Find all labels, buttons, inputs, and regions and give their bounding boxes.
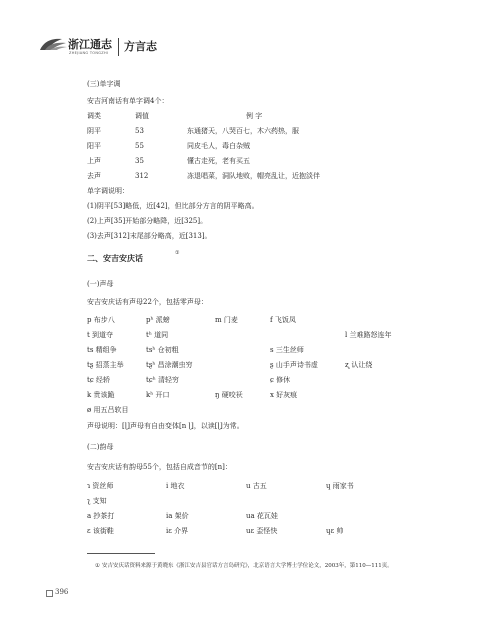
logo-icon: [38, 35, 68, 53]
footnote-rule: [87, 553, 155, 554]
initial-cell: p 布步八: [87, 316, 115, 324]
final-cell: ua 花瓦娃: [246, 512, 278, 520]
final-cell: ɥɛ 帅: [326, 527, 344, 535]
tone-val: 55: [135, 142, 144, 150]
tone-note: (1)阴平[53]略低，近[42]，但比部分方言的阴平略高。: [87, 202, 259, 210]
initial-cell: ɕ 修休: [270, 376, 291, 384]
final-cell: iɛ 介界: [166, 527, 189, 535]
tone-note: (3)去声[312]末尾部分略高，近[313]。: [87, 232, 212, 240]
initial-cell: tsʰ 仓初粗: [146, 346, 179, 354]
page-marker-icon: [46, 590, 53, 597]
tone-intro: 安吉河南话有单字调4个：: [87, 97, 169, 105]
section-heading: 二、安吉安庆话: [87, 254, 143, 263]
final-cell: ɛ 该街鞋: [87, 527, 114, 535]
section-title: 方言志: [124, 40, 157, 53]
initial-cell: tɕ 经轿: [87, 376, 110, 384]
final-cell: i 地衣: [166, 482, 185, 490]
initials-note: 声母说明：[ɭ]声母有自由变体[n ɭ]，以读[ɭ]为常。: [87, 422, 244, 430]
final-cell: ɿ 资丝师: [87, 482, 114, 490]
finals-subheading: (二)韵母: [87, 443, 114, 451]
col-header-category: 调类: [87, 112, 101, 120]
initial-cell: t 到道夺: [87, 331, 114, 339]
tone-ex: 懂古走死，老有买五: [187, 157, 250, 165]
final-cell: ɥ 雨家书: [326, 482, 354, 490]
initial-cell: kʰ 开口: [146, 391, 170, 399]
final-cell: a 抄茶打: [87, 512, 115, 520]
tone-subheading: (三)单字调: [87, 80, 121, 88]
initial-cell: f 飞饭凤: [270, 316, 296, 324]
footnote-ref: ①: [175, 250, 180, 256]
initial-cell: s 三生丝师: [270, 346, 304, 354]
initial-cell: k 贵该跪: [87, 391, 115, 399]
initial-cell: m 门麦: [215, 316, 238, 324]
tone-cat: 阳平: [87, 142, 101, 150]
final-cell: u 古五: [246, 482, 267, 490]
initial-cell: tɕʰ 清轻穷: [146, 376, 179, 384]
initial-cell: ø 用五吕软目: [87, 406, 129, 414]
tone-val: 53: [135, 127, 144, 135]
initial-cell: tʰ 道同: [146, 331, 169, 339]
col-header-examples: 例 字: [246, 112, 263, 120]
initials-subheading: (一)声母: [87, 280, 114, 288]
tone-note: (2)上声[35]开始部分略降，近[325]。: [87, 217, 208, 225]
initials-intro: 安吉安庆话有声母22个，包括零声母：: [87, 298, 208, 306]
tone-ex: 东通猪天，八哭百七，木六药热，服: [187, 127, 299, 135]
final-cell: uɛ 歪怪快: [246, 527, 278, 535]
initial-cell: l 兰难路怒连年: [345, 331, 392, 339]
tone-ex: 同皮毛人，毒白杂贼: [187, 142, 250, 150]
col-header-value: 调值: [135, 112, 149, 120]
tone-val: 312: [135, 172, 149, 180]
tone-ex: 冻退唱菜，洞队地败，帽亮乱让，近抱淡伴: [187, 172, 320, 180]
initial-cell: tʂ 招蒸主举: [87, 361, 124, 369]
initial-cell: ʐ 认让绕: [345, 361, 373, 369]
tone-note-title: 单字调说明：: [87, 187, 129, 195]
logo-pinyin: ZHEJIANG TONGZHI: [69, 51, 109, 55]
footnote-text: 安吉安庆话资料来源于黄晓东《浙江安吉县官话方言岛研究》，北京语言大学博士学位论文，2003年，第110—111页。: [102, 563, 393, 569]
tone-val: 35: [135, 157, 144, 165]
initial-cell: pʰ 派螃: [146, 316, 170, 324]
footnote-mark: ①: [95, 563, 100, 569]
initial-cell: ʂ 山手声诗书虚: [270, 361, 318, 369]
initial-cell: tʂʰ 昌涂潮虫穷: [146, 361, 193, 369]
initial-cell: x 好灰痕: [270, 391, 298, 399]
page-number: 396: [55, 588, 69, 596]
initial-cell: ts 精组争: [87, 346, 117, 354]
final-cell: ia 架价: [166, 512, 189, 520]
tone-cat: 阴平: [87, 127, 101, 135]
finals-intro: 安吉安庆话有韵母55个，包括自成音节的[n]：: [87, 463, 232, 471]
header-divider: [118, 38, 119, 56]
tone-cat: 上声: [87, 157, 101, 165]
tone-cat: 去声: [87, 172, 101, 180]
initial-cell: ŋ 硬咬祆: [215, 391, 243, 399]
final-cell: ʅ 支知: [87, 497, 107, 505]
logo-title: 浙江通志: [68, 38, 112, 51]
